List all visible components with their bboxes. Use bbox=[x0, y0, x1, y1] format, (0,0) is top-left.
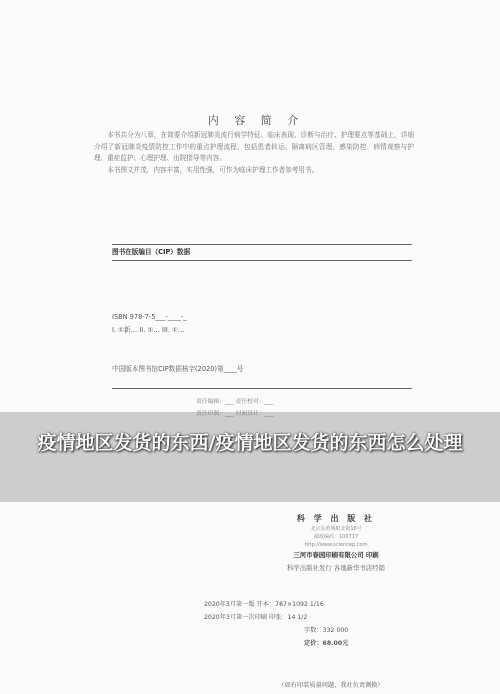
cip-block bbox=[112, 246, 412, 376]
intro-paragraph: 本书共分为八章，在简要介绍新冠肺炎流行病学特征、临床表现、诊断与治疗、护理要点等基础上，详细介绍了新冠肺炎疫情防控工作中的重点护理流程，包括患者转运、隔离病区管理、感染防控、病情观察与护理、重症监护、心理护理、出院指导等内容。 bbox=[94, 131, 414, 163]
publisher-line: 邮政编码：100717 bbox=[313, 534, 359, 540]
editor-line: 责任印制：___ 封面设计：___ bbox=[196, 411, 274, 417]
publisher-line: 北京东黄城根北街16号 bbox=[310, 526, 362, 532]
cip-line: 中国版本图书馆CIP数据核字(2020)第____号 bbox=[112, 365, 244, 373]
overlay-title: 疫情地区发货的东西/疫情地区发货的东西怎么处理 bbox=[37, 432, 463, 454]
price: 定价：68.00元 bbox=[304, 640, 349, 647]
divider bbox=[112, 244, 412, 245]
edition-rows bbox=[204, 598, 444, 650]
distributor-line: 科学出版社发行 各地新华书店经销 bbox=[287, 564, 385, 572]
divider bbox=[112, 388, 412, 389]
section-title: 内 容 简 介 bbox=[207, 114, 305, 127]
printer-line: 三河市春园印刷有限公司 印刷 bbox=[293, 551, 379, 559]
cip-line: ISBN 978-7-5___-____-_ bbox=[112, 313, 187, 321]
overlay-band bbox=[0, 412, 500, 502]
quality-notice: （如有印装质量问题，我社负责调换） bbox=[278, 682, 384, 689]
publisher-block bbox=[226, 512, 446, 575]
cip-header: 图书在版编目（CIP）数据 bbox=[112, 248, 191, 256]
cip-line: I. ①新… II. ①… III. ①… bbox=[112, 326, 185, 334]
publisher-line: http://www.sciencep.com bbox=[304, 542, 368, 548]
divider bbox=[112, 260, 412, 261]
cip-spacer bbox=[112, 337, 412, 363]
edition-row: 2020年3月第一次印刷 印张：14 1/2 bbox=[204, 614, 308, 621]
cip-spacer bbox=[112, 259, 412, 311]
edition-row: 2020年3月第一版 开本：787×1092 1/16 bbox=[204, 601, 324, 608]
document-content bbox=[76, 0, 436, 694]
editor-line: 责任编辑：___ 责任校对：___ bbox=[196, 399, 274, 405]
publisher-name: 科 学 出 版 社 bbox=[296, 514, 376, 523]
intro-paragraph: 本书图文并茂，内容丰富，实用性强，可作为临床护理工作者参考用书。 bbox=[107, 165, 319, 174]
edition-row: 字数：332 000 bbox=[304, 627, 349, 634]
intro-text bbox=[94, 130, 414, 176]
